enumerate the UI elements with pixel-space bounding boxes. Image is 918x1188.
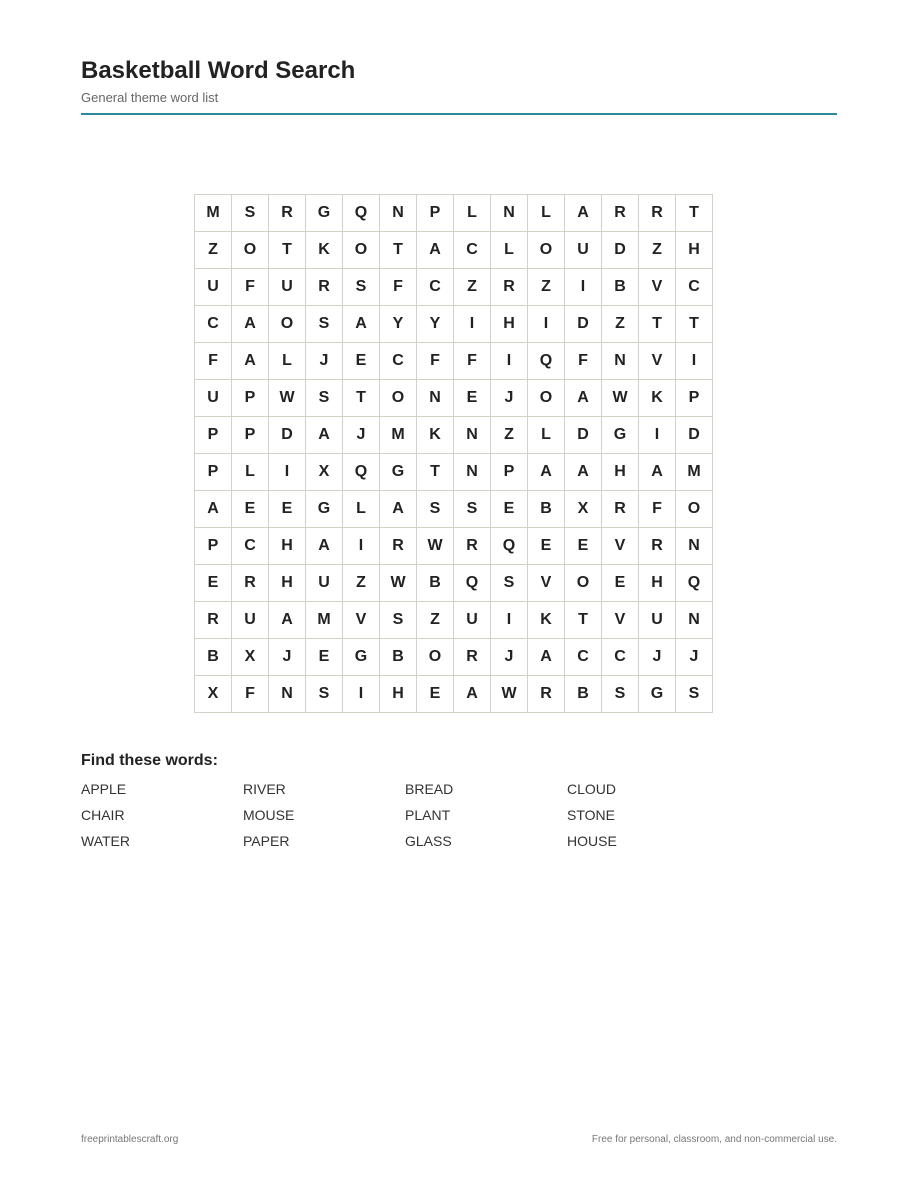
grid-cell: F xyxy=(232,269,269,306)
grid-cell: R xyxy=(232,565,269,602)
grid-cell: J xyxy=(676,639,713,676)
grid-cell: T xyxy=(343,380,380,417)
words-heading: Find these words: xyxy=(81,752,218,769)
grid-cell: D xyxy=(676,417,713,454)
grid-cell: R xyxy=(639,195,676,232)
grid-cell: S xyxy=(417,491,454,528)
grid-cell: E xyxy=(417,676,454,713)
grid-cell: A xyxy=(528,454,565,491)
grid-cell: P xyxy=(232,380,269,417)
grid-cell: S xyxy=(232,195,269,232)
grid-cell: P xyxy=(195,417,232,454)
grid-cell: Y xyxy=(417,306,454,343)
grid-cell: B xyxy=(565,676,602,713)
grid-cell: K xyxy=(639,380,676,417)
grid-cell: L xyxy=(528,195,565,232)
grid-cell: P xyxy=(417,195,454,232)
grid-cell: Z xyxy=(639,232,676,269)
grid-cell: J xyxy=(491,380,528,417)
grid-cell: U xyxy=(232,602,269,639)
grid-cell: G xyxy=(602,417,639,454)
grid-row xyxy=(195,232,713,269)
grid-cell: E xyxy=(269,491,306,528)
grid-cell: A xyxy=(232,343,269,380)
grid-cell: N xyxy=(676,602,713,639)
grid-cell: R xyxy=(269,195,306,232)
grid-cell: I xyxy=(491,343,528,380)
grid-cell: M xyxy=(380,417,417,454)
list-item: CHAIR xyxy=(81,807,125,823)
grid-cell: A xyxy=(639,454,676,491)
grid-cell: E xyxy=(232,491,269,528)
grid-cell: O xyxy=(676,491,713,528)
grid-cell: B xyxy=(602,269,639,306)
grid-cell: R xyxy=(454,639,491,676)
grid-cell: F xyxy=(565,343,602,380)
grid-cell: A xyxy=(417,232,454,269)
grid-cell: E xyxy=(195,565,232,602)
grid-cell: S xyxy=(602,676,639,713)
grid-cell: G xyxy=(306,195,343,232)
grid-cell: D xyxy=(602,232,639,269)
grid-cell: P xyxy=(491,454,528,491)
grid-cell: U xyxy=(195,380,232,417)
list-item: WATER xyxy=(81,833,130,849)
grid-cell: F xyxy=(195,343,232,380)
grid-row xyxy=(195,195,713,232)
grid-cell: I xyxy=(565,269,602,306)
grid-cell: J xyxy=(639,639,676,676)
grid-row xyxy=(195,602,713,639)
grid-body xyxy=(195,195,713,713)
grid-cell: J xyxy=(306,343,343,380)
grid-cell: N xyxy=(454,454,491,491)
grid-row xyxy=(195,454,713,491)
grid-cell: S xyxy=(306,306,343,343)
grid-cell: O xyxy=(380,380,417,417)
grid-cell: M xyxy=(676,454,713,491)
grid-cell: W xyxy=(602,380,639,417)
list-item: GLASS xyxy=(405,833,452,849)
list-item: STONE xyxy=(567,807,615,823)
grid-row xyxy=(195,306,713,343)
grid-cell: T xyxy=(676,306,713,343)
grid-cell: Z xyxy=(602,306,639,343)
grid-row xyxy=(195,269,713,306)
grid-cell: J xyxy=(491,639,528,676)
grid-cell: O xyxy=(343,232,380,269)
grid-cell: Y xyxy=(380,306,417,343)
grid-cell: L xyxy=(232,454,269,491)
grid-cell: S xyxy=(306,380,343,417)
grid-cell: V xyxy=(528,565,565,602)
grid-cell: Z xyxy=(491,417,528,454)
grid-cell: A xyxy=(343,306,380,343)
grid-cell: C xyxy=(232,528,269,565)
grid-cell: U xyxy=(306,565,343,602)
grid-cell: Z xyxy=(195,232,232,269)
grid-cell: T xyxy=(639,306,676,343)
grid-cell: P xyxy=(195,528,232,565)
grid-cell: S xyxy=(491,565,528,602)
grid-row xyxy=(195,528,713,565)
grid-cell: I xyxy=(454,306,491,343)
grid-cell: R xyxy=(306,269,343,306)
grid-cell: L xyxy=(528,417,565,454)
grid-cell: Q xyxy=(491,528,528,565)
grid-cell: E xyxy=(602,565,639,602)
grid-cell: I xyxy=(676,343,713,380)
grid-cell: O xyxy=(528,380,565,417)
grid-cell: V xyxy=(343,602,380,639)
grid-cell: I xyxy=(343,528,380,565)
grid-cell: E xyxy=(491,491,528,528)
grid-cell: W xyxy=(380,565,417,602)
grid-cell: E xyxy=(454,380,491,417)
grid-cell: Q xyxy=(454,565,491,602)
list-item: BREAD xyxy=(405,781,454,797)
grid-cell: F xyxy=(417,343,454,380)
grid-cell: S xyxy=(306,676,343,713)
grid-cell: N xyxy=(491,195,528,232)
grid-cell: D xyxy=(565,306,602,343)
grid-cell: S xyxy=(343,269,380,306)
grid-cell: H xyxy=(269,565,306,602)
grid-cell: B xyxy=(417,565,454,602)
grid-cell: A xyxy=(232,306,269,343)
word-list xyxy=(81,780,729,858)
grid-cell: R xyxy=(454,528,491,565)
grid-cell: H xyxy=(639,565,676,602)
page-title: Basketball Word Search xyxy=(81,57,356,84)
grid-cell: V xyxy=(639,269,676,306)
list-item: PLANT xyxy=(405,807,451,823)
grid-cell: A xyxy=(195,491,232,528)
grid-cell: B xyxy=(380,639,417,676)
grid-cell: R xyxy=(602,491,639,528)
grid-cell: C xyxy=(195,306,232,343)
grid-cell: H xyxy=(491,306,528,343)
grid-row xyxy=(195,491,713,528)
grid-cell: V xyxy=(602,528,639,565)
grid-row xyxy=(195,639,713,676)
grid-cell: R xyxy=(602,195,639,232)
grid-cell: W xyxy=(269,380,306,417)
grid-cell: A xyxy=(565,380,602,417)
grid-cell: R xyxy=(528,676,565,713)
grid-cell: E xyxy=(306,639,343,676)
grid-cell: Z xyxy=(417,602,454,639)
grid-cell: M xyxy=(306,602,343,639)
grid-cell: P xyxy=(232,417,269,454)
grid-cell: N xyxy=(417,380,454,417)
grid-cell: A xyxy=(269,602,306,639)
grid-cell: I xyxy=(528,306,565,343)
grid-cell: S xyxy=(676,676,713,713)
grid-cell: A xyxy=(565,454,602,491)
grid-cell: T xyxy=(269,232,306,269)
grid-cell: N xyxy=(602,343,639,380)
grid-cell: N xyxy=(454,417,491,454)
grid-cell: F xyxy=(380,269,417,306)
grid-cell: X xyxy=(306,454,343,491)
grid-cell: F xyxy=(232,676,269,713)
grid-cell: O xyxy=(565,565,602,602)
list-item: CLOUD xyxy=(567,781,617,797)
grid-cell: Z xyxy=(343,565,380,602)
grid-cell: L xyxy=(454,195,491,232)
grid-cell: Q xyxy=(343,195,380,232)
grid-cell: Z xyxy=(528,269,565,306)
grid-cell: T xyxy=(417,454,454,491)
grid-cell: Q xyxy=(528,343,565,380)
grid-cell: U xyxy=(269,269,306,306)
grid-cell: G xyxy=(306,491,343,528)
grid-cell: R xyxy=(195,602,232,639)
grid-cell: W xyxy=(417,528,454,565)
grid-cell: O xyxy=(528,232,565,269)
grid-cell: C xyxy=(602,639,639,676)
grid-cell: Q xyxy=(343,454,380,491)
grid-cell: H xyxy=(380,676,417,713)
grid-cell: R xyxy=(639,528,676,565)
grid-cell: C xyxy=(380,343,417,380)
grid-cell: I xyxy=(639,417,676,454)
grid-cell: K xyxy=(417,417,454,454)
list-item: PAPER xyxy=(243,833,290,849)
grid-row xyxy=(195,380,713,417)
grid-cell: S xyxy=(380,602,417,639)
grid-cell: C xyxy=(417,269,454,306)
grid-cell: V xyxy=(639,343,676,380)
grid-row xyxy=(195,565,713,602)
grid-cell: U xyxy=(639,602,676,639)
list-item: APPLE xyxy=(81,781,127,797)
grid-cell: C xyxy=(454,232,491,269)
grid-cell: M xyxy=(195,195,232,232)
grid-cell: G xyxy=(343,639,380,676)
grid-cell: T xyxy=(676,195,713,232)
grid-cell: O xyxy=(232,232,269,269)
grid-cell: H xyxy=(269,528,306,565)
grid-cell: S xyxy=(454,491,491,528)
grid-cell: U xyxy=(195,269,232,306)
grid-cell: E xyxy=(565,528,602,565)
footer-site: freeprintablescraft.org xyxy=(81,1134,179,1145)
list-item: RIVER xyxy=(243,781,286,797)
grid-cell: G xyxy=(380,454,417,491)
grid-cell: X xyxy=(232,639,269,676)
grid-cell: U xyxy=(565,232,602,269)
grid-cell: I xyxy=(491,602,528,639)
word-search-grid xyxy=(194,194,713,713)
grid-cell: V xyxy=(602,602,639,639)
page-header xyxy=(81,57,837,115)
grid-cell: D xyxy=(269,417,306,454)
grid-row xyxy=(195,343,713,380)
grid-cell: I xyxy=(269,454,306,491)
grid-cell: O xyxy=(417,639,454,676)
grid-cell: K xyxy=(306,232,343,269)
grid-cell: F xyxy=(639,491,676,528)
grid-cell: H xyxy=(676,232,713,269)
grid-cell: Q xyxy=(676,565,713,602)
grid-cell: A xyxy=(306,528,343,565)
grid-cell: A xyxy=(380,491,417,528)
list-item: MOUSE xyxy=(243,807,295,823)
grid-cell: G xyxy=(639,676,676,713)
grid-cell: A xyxy=(565,195,602,232)
grid-cell: N xyxy=(676,528,713,565)
grid-cell: C xyxy=(565,639,602,676)
grid-row xyxy=(195,676,713,713)
grid-cell: E xyxy=(528,528,565,565)
grid-cell: J xyxy=(343,417,380,454)
grid-cell: T xyxy=(565,602,602,639)
grid-cell: E xyxy=(343,343,380,380)
grid-cell: P xyxy=(195,454,232,491)
grid-cell: N xyxy=(380,195,417,232)
grid-cell: T xyxy=(380,232,417,269)
grid-cell: H xyxy=(602,454,639,491)
grid-cell: I xyxy=(343,676,380,713)
grid-cell: R xyxy=(491,269,528,306)
footer-license: Free for personal, classroom, and non-commercial use. xyxy=(591,1134,837,1145)
grid-cell: O xyxy=(269,306,306,343)
grid-cell: R xyxy=(380,528,417,565)
grid-cell: N xyxy=(269,676,306,713)
grid-cell: U xyxy=(454,602,491,639)
grid-cell: Z xyxy=(454,269,491,306)
grid-cell: F xyxy=(454,343,491,380)
grid-cell: D xyxy=(565,417,602,454)
grid-cell: W xyxy=(491,676,528,713)
grid-cell: B xyxy=(195,639,232,676)
grid-cell: J xyxy=(269,639,306,676)
page-subtitle: General theme word list xyxy=(81,90,219,105)
grid-cell: A xyxy=(306,417,343,454)
grid-cell: L xyxy=(269,343,306,380)
list-item: HOUSE xyxy=(567,833,617,849)
grid-cell: K xyxy=(528,602,565,639)
grid-cell: A xyxy=(528,639,565,676)
grid-cell: C xyxy=(676,269,713,306)
grid-cell: L xyxy=(491,232,528,269)
grid-cell: A xyxy=(454,676,491,713)
grid-row xyxy=(195,417,713,454)
grid-cell: X xyxy=(565,491,602,528)
grid-cell: P xyxy=(676,380,713,417)
grid-cell: L xyxy=(343,491,380,528)
grid-cell: X xyxy=(195,676,232,713)
grid-cell: B xyxy=(528,491,565,528)
